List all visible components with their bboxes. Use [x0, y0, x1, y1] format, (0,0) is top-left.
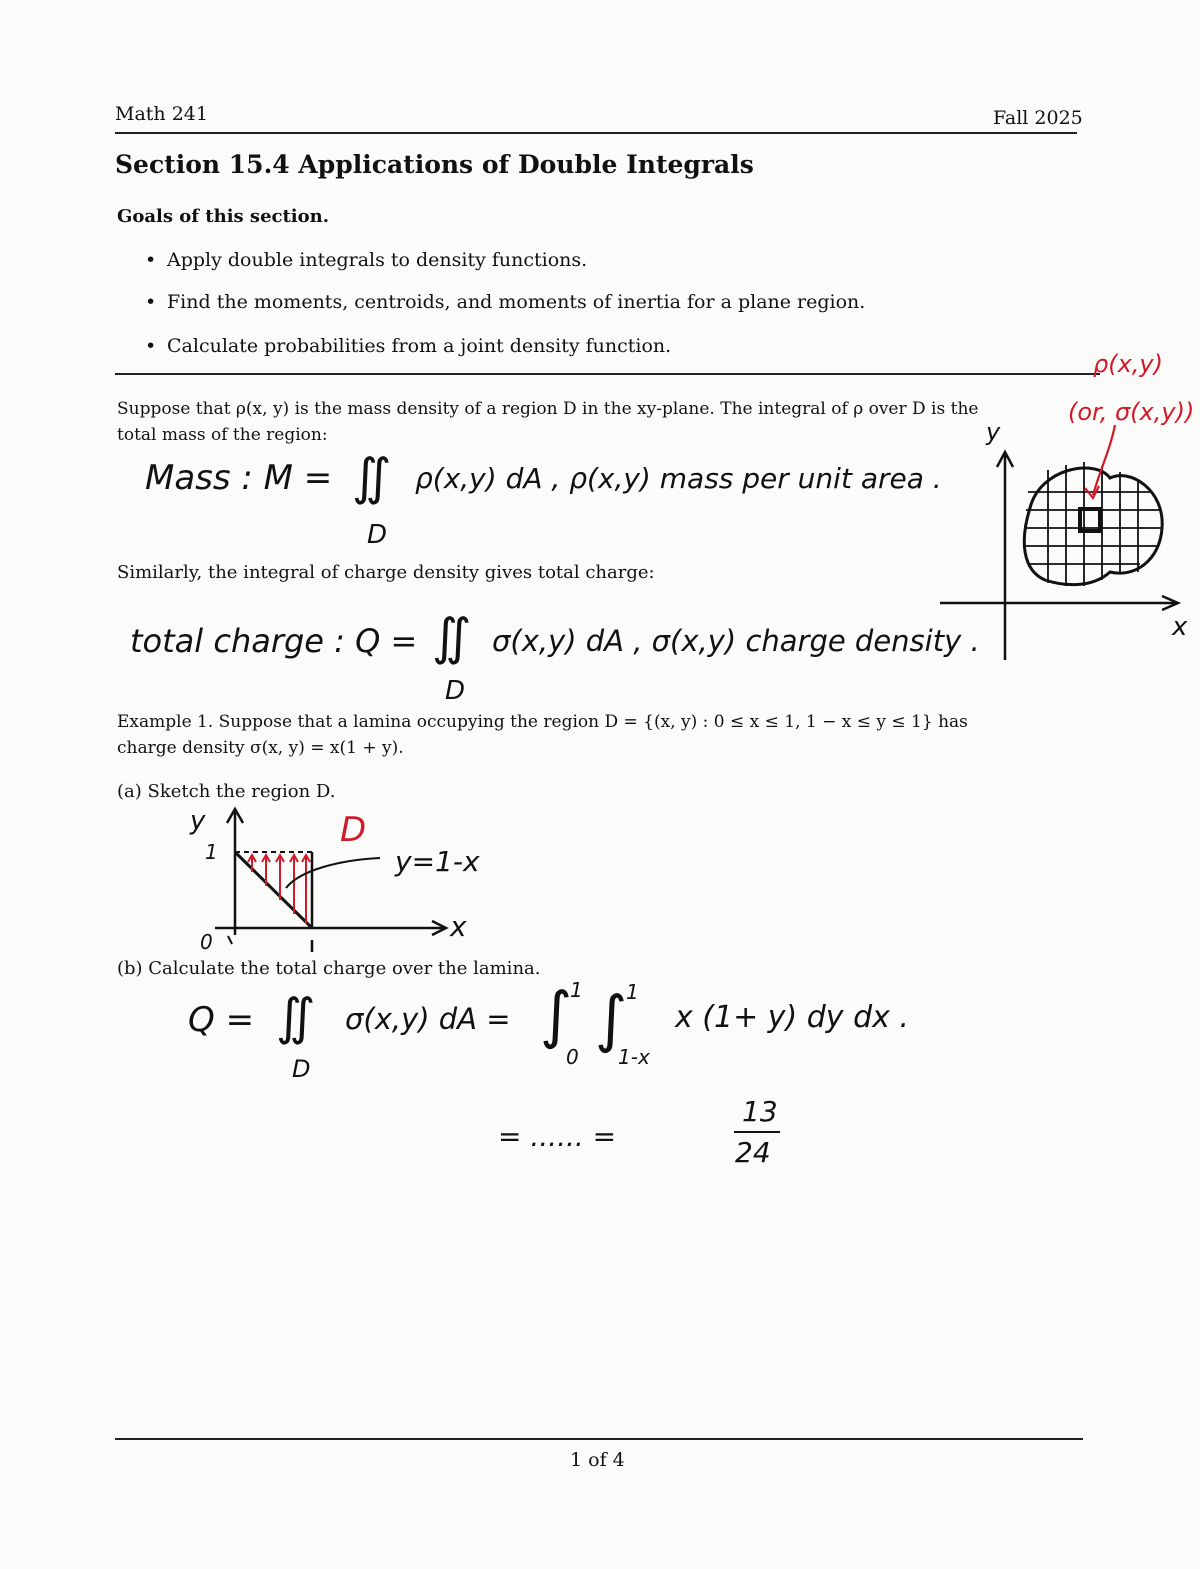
sketch-curve-label: y=1-x: [395, 845, 480, 878]
margin-sigma-note: (or, σ(x,y)): [1068, 398, 1195, 426]
outer-upper-limit: 1: [570, 978, 583, 1002]
charge-region-D: D: [445, 676, 466, 706]
charge-integrand: σ(x,y) dA , σ(x,y) charge density .: [492, 624, 980, 658]
sketch-region-label: D: [340, 810, 367, 850]
term-label: Fall 2025: [993, 107, 1083, 129]
q-region-D: D: [292, 1055, 311, 1083]
q-omitted-steps: = ...... =: [498, 1120, 617, 1153]
inner-integral-sign: ∫: [595, 982, 628, 1055]
q-iterated-integrand: x (1+ y) dy dx .: [675, 1000, 909, 1035]
footer-rule: [115, 1438, 1083, 1440]
sketch-axis-y-label: y: [190, 806, 206, 836]
goals-heading: Goals of this section.: [117, 206, 329, 227]
double-integral-sign: ∬: [352, 448, 392, 506]
course-label: Math 241: [115, 103, 208, 125]
q-integrand-sigma: σ(x,y) dA =: [345, 1002, 511, 1036]
example-statement-line1: Example 1. Suppose that a lamina occupying the region D = {(x, y) : 0 ≤ x ≤ 1, 1 − x ≤ y ≤ 1} has: [117, 712, 968, 732]
goal-item: • Apply double integrals to density functions.: [145, 249, 588, 271]
region-axis-y-label: y: [986, 418, 1001, 446]
part-a-prompt: (a) Sketch the region D.: [117, 781, 336, 802]
mass-region-D: D: [367, 520, 388, 550]
double-integral-sign: ∬: [276, 988, 316, 1046]
mass-integrand: ρ(x,y) dA , ρ(x,y) mass per unit area .: [415, 462, 942, 495]
mass-intro-line1: Suppose that ρ(x, y) is the mass density of a region D in the xy-plane. The integral of ρ over D is the: [117, 399, 979, 419]
inner-upper-limit: 1: [626, 980, 639, 1004]
outer-lower-limit: 0: [566, 1045, 579, 1069]
double-integral-sign: ∬: [432, 608, 472, 666]
mass-formula-label: Mass : M =: [145, 458, 333, 498]
q-fraction-bar: [734, 1131, 780, 1133]
q-result-denominator: 24: [735, 1136, 771, 1169]
goal-item: • Calculate probabilities from a joint density function.: [145, 335, 672, 357]
q-result-numerator: 13: [742, 1095, 778, 1128]
q-lhs: Q =: [188, 1000, 255, 1040]
mass-intro-line2: total mass of the region:: [117, 425, 328, 445]
example-statement-line2: charge density σ(x, y) = x(1 + y).: [117, 738, 404, 758]
part-b-prompt: (b) Calculate the total charge over the lamina.: [117, 958, 541, 979]
goal-item: • Find the moments, centroids, and moments of inertia for a plane region.: [145, 291, 866, 313]
region-axis-x-label: x: [1172, 612, 1188, 642]
charge-formula-label: total charge : Q =: [130, 622, 418, 660]
sketch-axis-x-label: x: [450, 910, 467, 943]
section-title: Section 15.4 Applications of Double Integrals: [115, 150, 754, 179]
charge-intro: Similarly, the integral of charge density gives total charge:: [117, 562, 655, 583]
sketch-origin-label: 0: [200, 930, 213, 954]
page-number: 1 of 4: [570, 1449, 625, 1471]
inner-lower-limit: 1-x: [618, 1045, 650, 1069]
margin-rho-note: ρ(x,y): [1093, 350, 1163, 378]
sketch-y-one-label: 1: [205, 840, 218, 864]
outer-integral-sign: ∫: [540, 978, 573, 1051]
